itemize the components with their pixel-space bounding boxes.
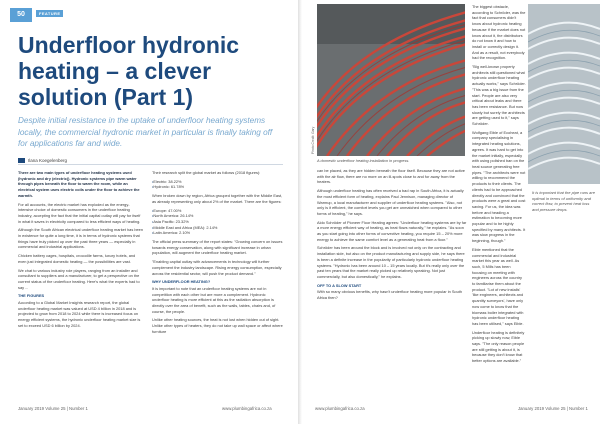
- paragraph: Eible mentioned that the commercial and industrial market this year as well. As such, 5 Mills has been focusing on meeting with engineers across the country to familiarise them about the product. "Lot of new installs' 'like engineers, architects and quantity surveyors', have only now come to know that the biomass boiler integrated with hydronic underfloor heating has been utilised," says Eible.: [472, 246, 524, 326]
- paragraph: Unlike other heating sources, the heat is not lost when hidden out of sight. Unlike other types of heaters, they do not take up wall space or affect where furniture: [152, 317, 283, 334]
- column-2: [472, 4, 526, 367]
- footer-url[interactable]: www.plumbingafrica.co.za: [222, 406, 272, 411]
- paragraph: "Enabling capital outlay with advancements in technology will further complement the industry landscape. Rising energy consumption, especially across the residential sector, will push the product demand.": [152, 259, 282, 276]
- paragraph: Although the South African electrical underfloor heating market has been in existence for quite a long time, it is in terms of hydronic systems that things have truly picked up over the past three years — especially in commercial and industrial applications.: [18, 227, 144, 250]
- paragraph: Schröder has been around the block and is involved not only on the contracting and installation side, but also on the product manufacturing and supply side, he says there is been a definite increase in the popularity of particularly hydronic underfloor heating systems. "Hydronic has been around 10 – 15 years locally. But it's really only over the past ten years that the market really picked up relatively speaking. Not just commercially, but also domestically," he explains.: [317, 245, 465, 279]
- subheading: WHY UNDERFLOOR HEATING?: [152, 279, 211, 285]
- underfloor-pipes-photo: [317, 4, 465, 156]
- bullet-item: • Electric: 38.22%: [152, 179, 283, 185]
- right-page: [300, 0, 600, 424]
- byline-icon: [18, 158, 25, 163]
- paragraph: For all accounts, the electric market has exploded as the energy-intensive choice of domestic consumers in the underfloor heating industry, accepting the fact that the initial capital outlay will pay for itself in what it saves in electricity compared to less efficient ways of heating.: [18, 201, 141, 224]
- bullet-item: • Europe: 47.00%: [152, 208, 283, 214]
- section-tag: FEATURE: [36, 10, 63, 17]
- bullet-item: • Middle East and Africa (MEA): 2.14%: [152, 225, 283, 231]
- paragraph: The official press summary of the report states: "Growing concern on issues towards energy conservation, along with significant increase in urban population, will augment the underfloor heating market.: [152, 239, 283, 256]
- paragraph: Chicken battery cages, hospitals, crocodile farms, luxury hotels, and even just integrated domestic heating — the possibilities are vast.: [18, 253, 136, 264]
- bullet-item: • Latin America: 2.10%: [152, 230, 283, 236]
- subheading: THE FIGURES: [18, 293, 45, 299]
- bullet-list: [152, 208, 283, 237]
- photo-credit: Photo Credit: Gary: [311, 126, 315, 154]
- paragraph: According to a Global Market Insights research report, the global underfloor heating market was valued at USD 4 billion in 2018 and is projected to grow from 2018 to 2024 while there is increased focus on energy efficient systems, the hydronic underfloor heating market size is set to exceed USD 6 billion by 2024.: [18, 300, 141, 328]
- bullet-list: [152, 179, 283, 190]
- paragraph: We chat to various industry role players, ranging from an installer and consultant to suppliers and a manufacturer, to get a perspective on the current status of the underfloor heating. Here's what the experts had to say ...: [18, 267, 140, 290]
- column-1: [18, 170, 144, 332]
- lead-paragraph: There are two main types of underfloor heating systems used (hydronic and dry (electric)). Hydronic systems pipe warm water through pipes beneath the floor to warm the room, while an electrical system uses electric coils under the floor to achieve the warmth.: [18, 170, 140, 198]
- photo-caption: A domestic underfloor heating installation in progress.: [317, 158, 410, 163]
- author-name: Ilana Koegelenberg: [28, 158, 68, 163]
- paragraph: Their research split the global market as follows (2018 figures):: [152, 170, 261, 175]
- paragraph: Although underfloor heating has often received a bad rap in South Africa, it is actually the most efficient form of heating, explains Paul Jennison, managing director of Warmup, a local manufacturer and supplier of underfloor heating systems. "Also, not only is it efficient, the comfort levels you get are unmatched when compared to other forms of heating," he says.: [317, 188, 464, 216]
- paragraph: When broken down by region, Africa grouped together with the Middle East, as already representing only about 2% of the market. There are the figures:: [152, 193, 283, 204]
- side-caption: It is important that the pipe runs are optimal in terms of uniformity and correct flow, to prevent heat loss and pressure drops.: [532, 190, 595, 212]
- article-standfirst: Despite initial resistance in the uptake of underfloor heating systems locally, the commercial hydronic market in particular is finally taking off for applications far and wide.: [18, 116, 273, 148]
- page-gutter: [298, 0, 302, 424]
- footer-issue: January 2019 Volume 25 | Number 1: [18, 406, 88, 411]
- column-2: [152, 170, 283, 338]
- footer-issue: January 2019 Volume 25 | Number 1: [518, 406, 588, 411]
- column-1: [317, 168, 467, 304]
- divider: [18, 164, 283, 165]
- paragraph: It is important to note that an underfloor heating systems are not in competition with each other but are more a complement. Hydronic underfloor heating is more efficient at this as the radiation absorption is directly over the area of benefit, such as the walls, tables, chairs and, of course, the people.: [152, 285, 276, 314]
- article-headline: Underfloor hydronic heating – a clever solution (Part 1): [18, 32, 240, 110]
- paragraph: Underfloor heating is definitely picking up slowly now, Eible says. "The only reason people are still getting is about it, is because they don't know that better options are available.": [472, 329, 525, 364]
- paragraph: Aldo Schröder of Pioneer Floor Heating agrees: "Underfloor heating systems are by far a more energy efficient way of heating, as heat flows naturally," he explains. "As soon as you start going into other forms of convective heating, you require 15 – 20% more energy to achieve the same comfort level as a generating heat from a floor.": [317, 219, 467, 242]
- paragraph: With so many obvious benefits, why hasn't underfloor heating more popular in South Africa then?: [317, 289, 462, 301]
- bullet-item: • Asia Pacific: 23.32%: [152, 219, 283, 225]
- paragraph: The biggest obstacle, according to Schröder, was the fact that consumers didn't know about hydronic heating because if the market does not know about it, the distributors do not know it and how to install or correctly design it. And as a result, not everybody had the recognition.: [472, 4, 526, 61]
- subheading: OFF TO A SLOW START: [317, 282, 362, 288]
- paragraph: Wolfgang Eible of Ecoheat, a company specialising in integrated heating solutions, agrees. It was hard to get into the market initially, especially with using polished ban on the heat source generating free pipes. "The architects were not willing to recommend the products to their clients. The clients had to be approached directly and convinced that the products were a great and cost saving. For us, the idea was before and heading a estimation to becoming more popular and to be highly specified by many architects. It was slow progress in the beginning, though.": [472, 129, 526, 244]
- pipe-layout-photo: [528, 4, 600, 184]
- byline: [18, 158, 67, 163]
- page-number: 50: [10, 8, 32, 22]
- bullet-item: • North America: 26.14%: [152, 213, 283, 219]
- paragraph: "Big well-known property architects still questioned what hydronic underfloor heating actually works," says Schröder. "This was a big issue from the start. People are also very critical about leaks and there has been resistance. But now slowly but surely the architects are getting used to it," says Schröder.: [472, 64, 526, 127]
- footer-url[interactable]: www.plumbingafrica.co.za: [315, 406, 365, 411]
- paragraph: can be placed, as they are hidden beneath the floor itself. Because they are not active with the air flow, there are no more on an ill-spots close to and for away from the heaters.: [317, 168, 465, 185]
- bullet-item: • Hydronic: 61.78%: [152, 184, 283, 190]
